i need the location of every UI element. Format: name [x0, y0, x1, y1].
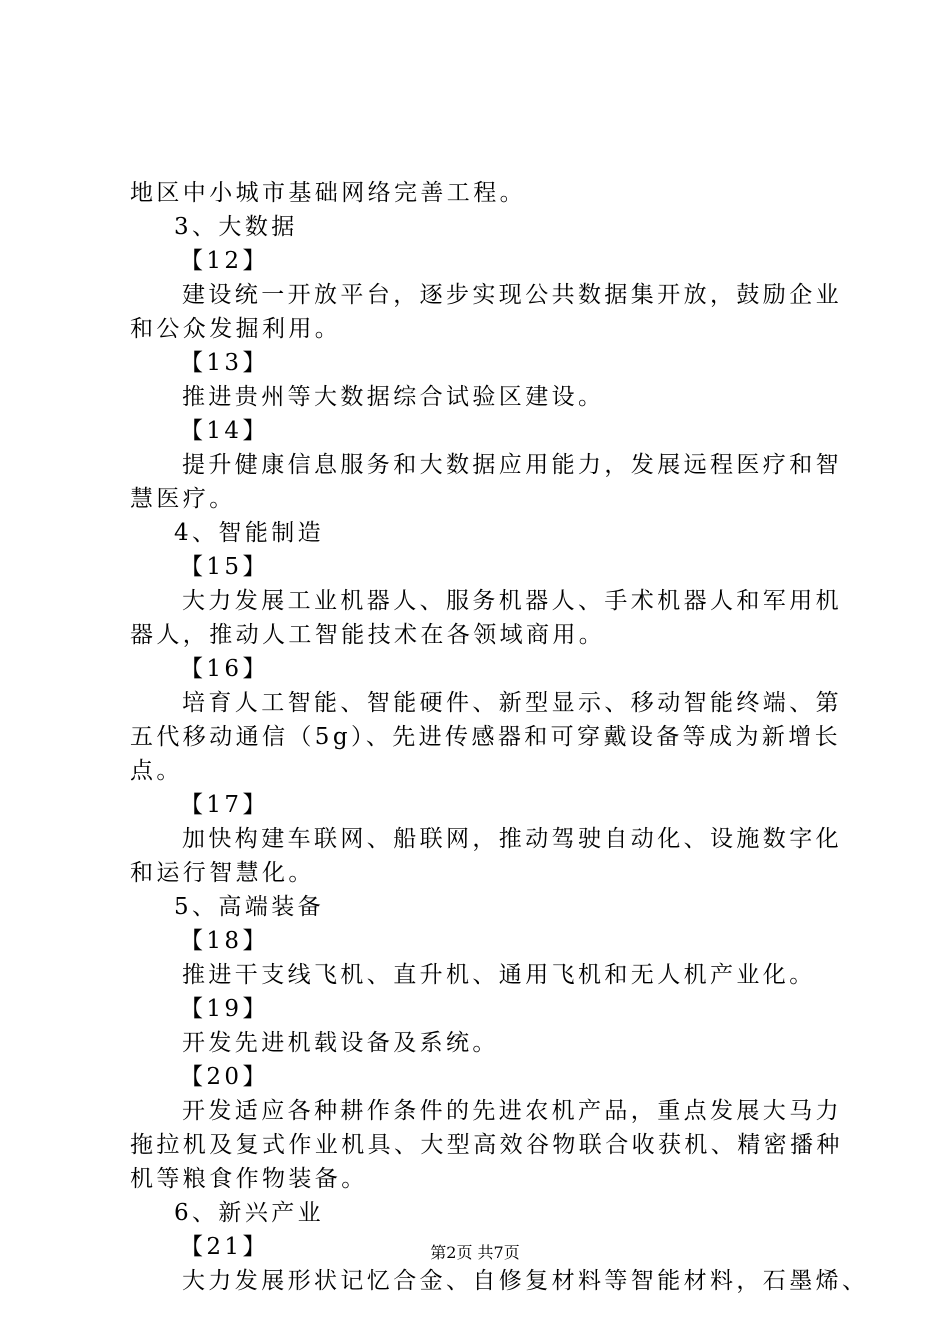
section-heading-big-data: 3、大数据: [174, 214, 298, 240]
text-line: 慧医疗。: [130, 486, 236, 512]
text-line: 点。: [130, 758, 183, 784]
page-footer: 第2页 共7页: [430, 1243, 520, 1262]
text-line: 地区中小城市基础网络完善工程。: [130, 180, 526, 206]
item-number: 【20】: [180, 1064, 269, 1090]
text-line: 开发先进机载设备及系统。: [182, 1030, 499, 1056]
item-number: 【19】: [180, 996, 269, 1022]
item-number: 【15】: [180, 554, 269, 580]
text-line: 大力发展形状记忆合金、自修复材料等智能材料，石墨烯、: [182, 1268, 869, 1294]
text-line: 五代移动通信（5g）、先进传感器和可穿戴设备等成为新增长: [130, 724, 842, 750]
item-number: 【17】: [180, 792, 269, 818]
text-line: 器人，推动人工智能技术在各领域商用。: [130, 622, 606, 648]
item-number: 【21】: [180, 1234, 269, 1260]
text-line: 和公众发掘利用。: [130, 316, 342, 342]
item-number: 【18】: [180, 928, 269, 954]
text-line: 培育人工智能、智能硬件、新型显示、移动智能终端、第: [182, 690, 842, 716]
item-number: 【14】: [180, 418, 269, 444]
section-heading-emerging-industries: 6、新兴产业: [174, 1200, 325, 1226]
text-line: 推进贵州等大数据综合试验区建设。: [182, 384, 605, 410]
text-line: 推进干支线飞机、直升机、通用飞机和无人机产业化。: [182, 962, 816, 988]
text-line: 拖拉机及复式作业机具、大型高效谷物联合收获机、精密播种: [130, 1132, 843, 1158]
text-line: 和运行智慧化。: [130, 860, 315, 886]
text-line: 开发适应各种耕作条件的先进农机产品，重点发展大马力: [182, 1098, 842, 1124]
document-body: [130, 176, 869, 1298]
section-heading-high-end-equipment: 5、高端装备: [174, 894, 325, 920]
text-line: 机等粮食作物装备。: [130, 1166, 368, 1192]
text-line: 大力发展工业机器人、服务机器人、手术机器人和军用机: [182, 588, 842, 614]
item-number: 【16】: [180, 656, 269, 682]
item-number: 【12】: [180, 248, 269, 274]
item-number: 【13】: [180, 350, 269, 376]
text-line: 加快构建车联网、船联网，推动驾驶自动化、设施数字化: [182, 826, 842, 852]
section-heading-smart-manufacturing: 4、智能制造: [174, 520, 325, 546]
text-line: 提升健康信息服务和大数据应用能力，发展远程医疗和智: [182, 452, 842, 478]
text-line: 建设统一开放平台，逐步实现公共数据集开放，鼓励企业: [182, 282, 842, 308]
